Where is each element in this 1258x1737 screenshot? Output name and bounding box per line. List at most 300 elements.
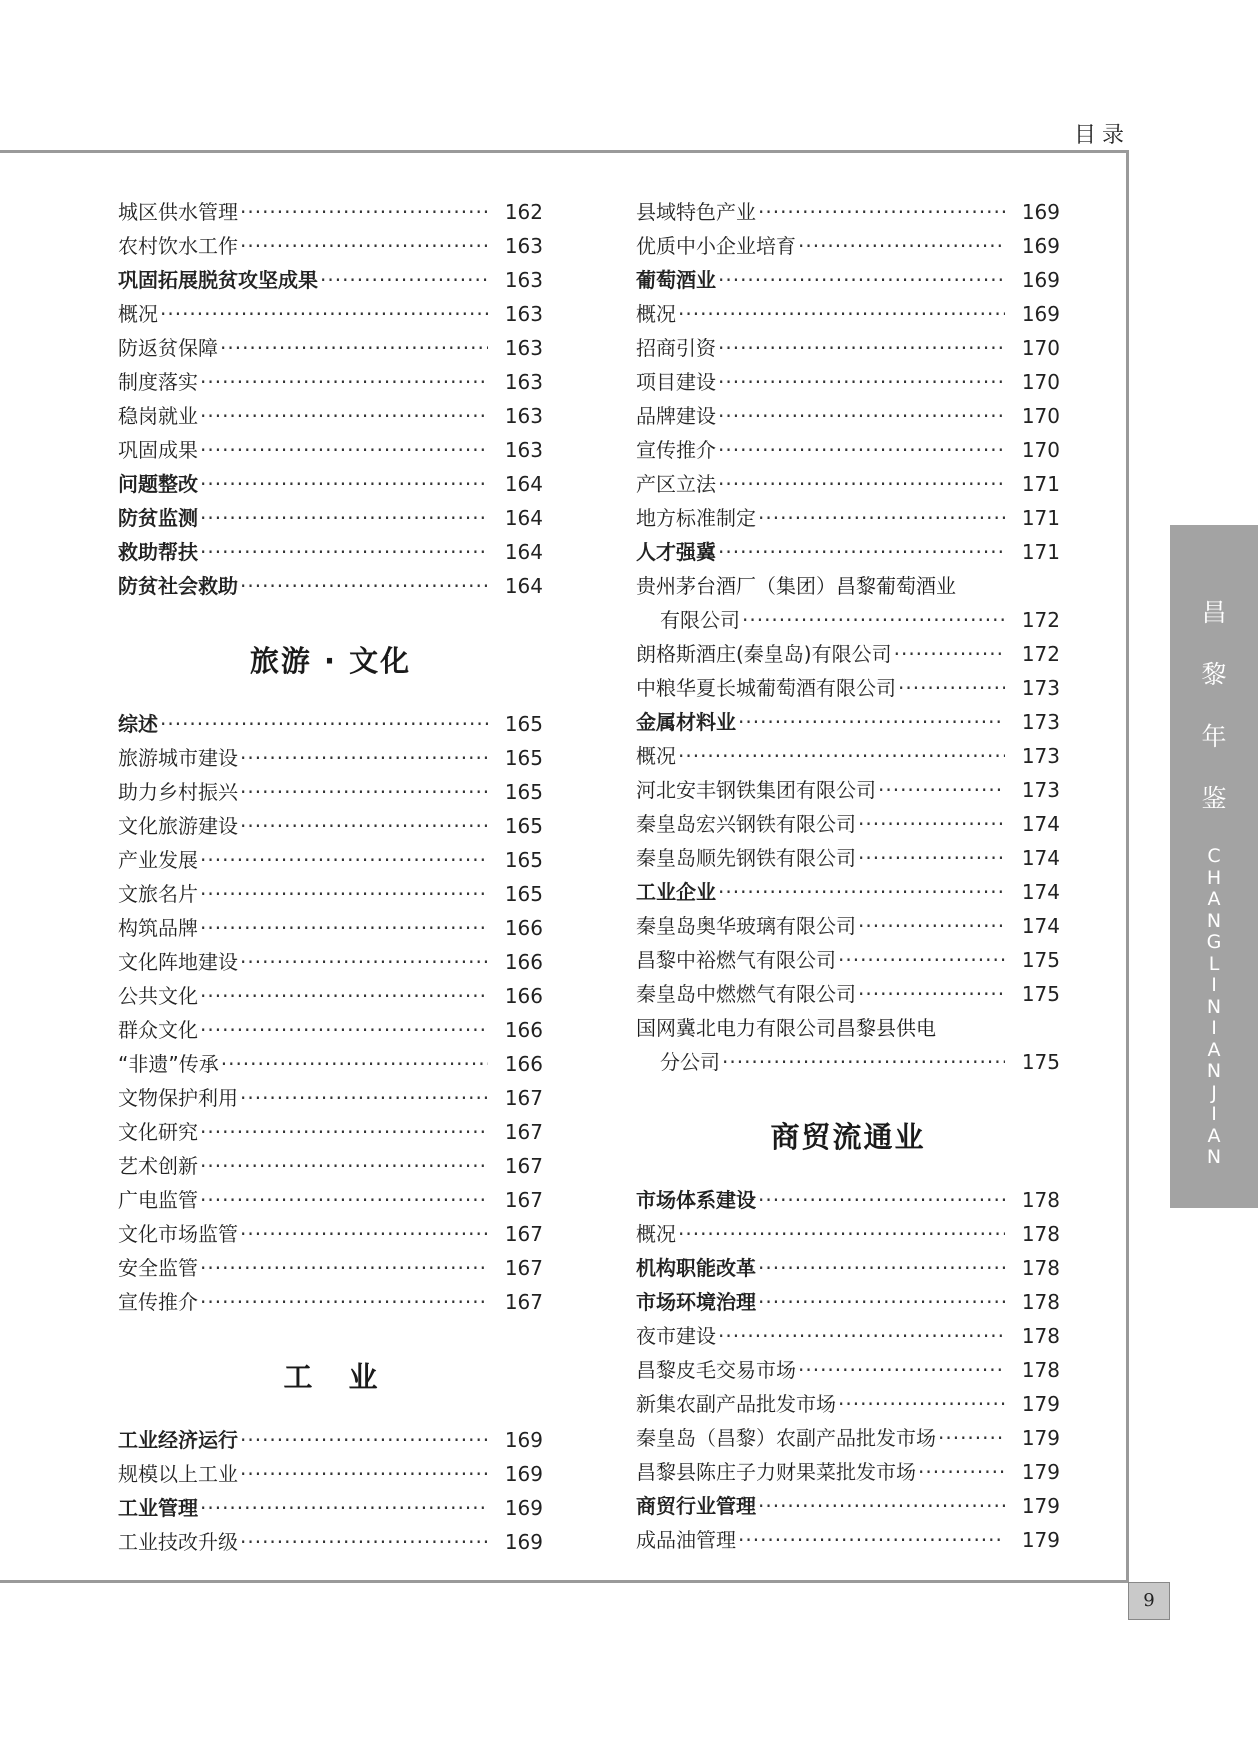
frame-top-line: [0, 150, 1128, 153]
toc-entry-leader: [636, 603, 1005, 637]
toc-entry-leader: [636, 1455, 1005, 1489]
side-tab-en-char: L: [1208, 952, 1220, 975]
section-title-industry: 工业: [283, 1360, 414, 1394]
toc-entry-leader: [636, 977, 1005, 1011]
toc-entry-title: 概况: [118, 302, 158, 326]
side-tab: [1170, 525, 1258, 1208]
toc-entry: [636, 739, 1060, 773]
toc-entry-leader: [636, 807, 1005, 841]
toc-entry-page: 169: [1008, 195, 1060, 229]
toc-entry-title-line1: 国网冀北电力有限公司昌黎县供电: [636, 1016, 936, 1040]
toc-entry: [636, 331, 1060, 365]
toc-entry-leader: [636, 331, 1005, 365]
toc-entry-page: 167: [491, 1217, 543, 1251]
toc-entry: [636, 297, 1060, 331]
toc-entry: [118, 1251, 543, 1285]
toc-entry-title: 有限公司: [660, 608, 740, 632]
side-tab-en-char: I: [1211, 1103, 1217, 1125]
toc-entry-title: 广电监管: [118, 1188, 198, 1212]
toc-entry-title: 规模以上工业: [118, 1462, 238, 1486]
toc-entry-title: 工业管理: [118, 1496, 198, 1520]
toc-entry: [636, 365, 1060, 399]
toc-entry-title: 防返贫保障: [118, 336, 218, 360]
toc-entry-leader: [636, 297, 1005, 331]
toc-entry-page: 166: [491, 979, 543, 1013]
toc-entry-page: 165: [491, 775, 543, 809]
page-header-title: 目录: [1073, 123, 1130, 148]
toc-entry-title: 秦皇岛奥华玻璃有限公司: [636, 914, 856, 938]
toc-entry-title: 项目建设: [636, 370, 716, 394]
toc-entry: [118, 1285, 543, 1319]
toc-entry-leader: [636, 1353, 1005, 1387]
toc-entry-leader: [636, 399, 1005, 433]
toc-entry-leader: [118, 945, 488, 979]
page-number: 9: [1128, 1582, 1170, 1620]
toc-entry-page: 163: [491, 399, 543, 433]
toc-entry: [118, 195, 543, 229]
toc-entry-leader: [118, 1423, 488, 1457]
toc-entry-page: 167: [491, 1149, 543, 1183]
toc-entry-leader: [118, 297, 488, 331]
side-tab-en-char: N: [1206, 1146, 1222, 1168]
toc-entry: [118, 229, 543, 263]
toc-entry-leader: [636, 875, 1005, 909]
toc-entry-leader: [636, 195, 1005, 229]
frame-right-line: [1126, 150, 1129, 1582]
toc-entry-title: 葡萄酒业: [636, 268, 716, 292]
section-title-tourism-culture: 旅游 · 文化: [249, 644, 412, 678]
toc-entry-leader: [636, 1251, 1005, 1285]
toc-entry-page: 174: [1008, 875, 1060, 909]
toc-entry-title: 夜市建设: [636, 1324, 716, 1348]
toc-entry-title: 秦皇岛中燃燃气有限公司: [636, 982, 856, 1006]
toc-entry-title: 文化旅游建设: [118, 814, 238, 838]
toc-entry-title: 昌黎中裕燃气有限公司: [636, 948, 836, 972]
toc-entry: [636, 1319, 1060, 1353]
toc-entry: [118, 263, 543, 297]
toc-entry-leader: [636, 943, 1005, 977]
toc-entry-title: 文化研究: [118, 1120, 198, 1144]
toc-entry-leader: [118, 809, 488, 843]
toc-entry: [636, 1421, 1060, 1455]
toc-entry: [636, 1387, 1060, 1421]
toc-entry-title: 工业技改升级: [118, 1530, 238, 1554]
toc-entry-leader: [636, 773, 1005, 807]
toc-entry-title: 稳岗就业: [118, 404, 198, 428]
toc-entry-leader: [118, 1013, 488, 1047]
toc-entry-leader: [118, 1183, 488, 1217]
toc-entry-leader: [118, 707, 488, 741]
toc-entry: [118, 569, 543, 603]
toc-entry-title: 城区供水管理: [118, 200, 238, 224]
toc-entry-leader: [118, 979, 488, 1013]
toc-entry-page: 171: [1008, 467, 1060, 501]
toc-entry-leader: [118, 1149, 488, 1183]
toc-entry: [118, 535, 543, 569]
toc-entry-leader: [118, 775, 488, 809]
toc-entry-title: 构筑品牌: [118, 916, 198, 940]
toc-entry: [118, 1217, 543, 1251]
toc-entry: [636, 263, 1060, 297]
toc-entry-title: 文旅名片: [118, 882, 198, 906]
toc-entry-leader: [118, 1457, 488, 1491]
toc-entry: [636, 1455, 1060, 1489]
toc-entry-leader: [118, 1047, 488, 1081]
toc-entry-leader: [118, 1217, 488, 1251]
toc-left-column: [118, 195, 543, 1559]
toc-entry-leader: [636, 1387, 1005, 1421]
toc-entry: [636, 1285, 1060, 1319]
toc-entry-leader: [636, 365, 1005, 399]
toc-entry-title: 中粮华夏长城葡萄酒有限公司: [636, 676, 896, 700]
toc-entry: [118, 1183, 543, 1217]
toc-entry-page: 164: [491, 501, 543, 535]
toc-entry-title: 朗格斯酒庄(秦皇岛)有限公司: [636, 642, 892, 666]
toc-entry: [118, 501, 543, 535]
toc-entry-title: 昌黎县陈庄子力财果菜批发市场: [636, 1460, 916, 1484]
toc-entry-leader: [118, 843, 488, 877]
toc-entry-page: 163: [491, 229, 543, 263]
toc-entry-page: 174: [1008, 807, 1060, 841]
toc-entry-title: 人才强冀: [636, 540, 716, 564]
toc-entry: [636, 433, 1060, 467]
toc-entry: [636, 1217, 1060, 1251]
toc-entry-leader: [118, 1251, 488, 1285]
toc-entry-page: 163: [491, 263, 543, 297]
toc-entry-page: 167: [491, 1285, 543, 1319]
side-tab-en-char: G: [1206, 931, 1222, 953]
toc-entry-page: 178: [1008, 1217, 1060, 1251]
toc-entry-page: 164: [491, 467, 543, 501]
toc-entry-leader: [636, 229, 1005, 263]
toc-entry: [636, 399, 1060, 433]
toc-entry-leader: [118, 331, 488, 365]
toc-entry: [636, 977, 1060, 1011]
toc-entry: [636, 467, 1060, 501]
toc-entry-title: 概况: [636, 744, 676, 768]
toc-entry-page: 175: [1008, 977, 1060, 1011]
toc-entry-title: 秦皇岛顺先钢铁有限公司: [636, 846, 856, 870]
toc-entry: [636, 195, 1060, 229]
toc-entry-leader: [118, 911, 488, 945]
toc-entry-page: 169: [491, 1457, 543, 1491]
toc-entry-title: 助力乡村振兴: [118, 780, 238, 804]
toc-entry: [118, 911, 543, 945]
toc-entry-title: 品牌建设: [636, 404, 716, 428]
side-tab-en-char: I: [1211, 1017, 1217, 1039]
toc-group: [118, 1423, 543, 1559]
toc-entry-page: 169: [491, 1491, 543, 1525]
toc-entry-title-line1: 贵州茅台酒厂（集团）昌黎葡萄酒业: [636, 574, 956, 598]
toc-entry-leader: [636, 1045, 1005, 1079]
toc-entry-page: 178: [1008, 1319, 1060, 1353]
toc-entry-page: 170: [1008, 433, 1060, 467]
toc-entry-leader: [118, 569, 488, 603]
side-tab-en-char: N: [1206, 1060, 1222, 1082]
toc-entry-leader: [636, 1421, 1005, 1455]
toc-entry: [118, 399, 543, 433]
side-tab-cn-char: 黎: [1201, 660, 1227, 689]
toc-entry: [118, 365, 543, 399]
side-tab-en-char: C: [1207, 845, 1221, 867]
side-tab-cn-char: 年: [1201, 722, 1227, 751]
side-tab-en-char: J: [1211, 1081, 1217, 1104]
toc-entry-title: “非遗”传承: [118, 1052, 219, 1076]
toc-entry: [636, 705, 1060, 739]
side-tab-cn-char: 鉴: [1201, 784, 1227, 813]
toc-entry: [118, 1115, 543, 1149]
toc-entry-leader: [636, 535, 1005, 569]
side-tab-en-char: A: [1207, 1124, 1221, 1147]
toc-entry: [636, 1183, 1060, 1217]
toc-entry-title: 宣传推介: [636, 438, 716, 462]
toc-entry-leader: [636, 1319, 1005, 1353]
toc-entry: [636, 637, 1060, 671]
toc-entry-title: 秦皇岛宏兴钢铁有限公司: [636, 812, 856, 836]
toc-entry-title: 制度落实: [118, 370, 198, 394]
toc-entry-page: 167: [491, 1251, 543, 1285]
toc-entry-leader: [118, 229, 488, 263]
toc-entry: [118, 1013, 543, 1047]
toc-entry-page: 162: [491, 195, 543, 229]
toc-group: [118, 707, 543, 1319]
toc-entry: [118, 877, 543, 911]
toc-entry-title: 优质中小企业培育: [636, 234, 796, 258]
toc-entry-page: 171: [1008, 535, 1060, 569]
toc-entry-page: 179: [1008, 1455, 1060, 1489]
toc-right-column: [636, 195, 1060, 1557]
toc-entry-title: 宣传推介: [118, 1290, 198, 1314]
toc-entry: [118, 331, 543, 365]
toc-entry-page: 166: [491, 1013, 543, 1047]
toc-entry-title: 巩固成果: [118, 438, 198, 462]
toc-entry: [636, 875, 1060, 909]
toc-entry-title: 分公司: [660, 1050, 720, 1074]
toc-entry-title: 成品油管理: [636, 1528, 736, 1552]
toc-entry-page: 163: [491, 365, 543, 399]
toc-entry-page: 166: [491, 945, 543, 979]
toc-entry-title: 旅游城市建设: [118, 746, 238, 770]
side-tab-en-char: A: [1207, 888, 1221, 910]
toc-entry-title: 概况: [636, 1222, 676, 1246]
toc-entry-page: 175: [1008, 1045, 1060, 1079]
toc-entry: [118, 1047, 543, 1081]
toc-entry-page: 178: [1008, 1251, 1060, 1285]
toc-entry: [118, 843, 543, 877]
toc-entry-leader: [118, 877, 488, 911]
toc-entry-page: 163: [491, 331, 543, 365]
toc-entry-title: 新集农副产品批发市场: [636, 1392, 836, 1416]
toc-entry-page: 175: [1008, 943, 1060, 977]
toc-entry-leader: [118, 1491, 488, 1525]
toc-entry: [636, 1251, 1060, 1285]
toc-entry-page: 174: [1008, 841, 1060, 875]
toc-entry: [118, 741, 543, 775]
toc-entry-title: 公共文化: [118, 984, 198, 1008]
frame-bottom-line: [0, 1580, 1129, 1583]
toc-entry-leader: [636, 671, 1005, 705]
toc-entry-page: 169: [491, 1525, 543, 1559]
toc-entry-title: 市场环境治理: [636, 1290, 756, 1314]
toc-entry-leader: [636, 263, 1005, 297]
toc-entry-page: 163: [491, 297, 543, 331]
toc-entry-leader: [118, 433, 488, 467]
toc-entry-title: 招商引资: [636, 336, 716, 360]
toc-entry-title: 文化市场监管: [118, 1222, 238, 1246]
toc-entry-leader: [118, 195, 488, 229]
toc-entry-leader: [118, 741, 488, 775]
toc-entry: [118, 1423, 543, 1457]
toc-entry-page: 167: [491, 1115, 543, 1149]
toc-entry-title: 安全监管: [118, 1256, 198, 1280]
toc-entry-page: 173: [1008, 773, 1060, 807]
toc-entry-page: 179: [1008, 1421, 1060, 1455]
toc-entry-title: 工业经济运行: [118, 1428, 238, 1452]
toc-entry-page: 179: [1008, 1523, 1060, 1557]
side-tab-en-char: I: [1211, 974, 1217, 996]
toc-entry: [118, 775, 543, 809]
toc-entry-leader: [636, 1523, 1005, 1557]
toc-entry: [118, 809, 543, 843]
toc-entry: [636, 909, 1060, 943]
toc-entry-title: 概况: [636, 302, 676, 326]
toc-entry-leader: [636, 1183, 1005, 1217]
toc-entry: [636, 671, 1060, 705]
toc-entry: [118, 1457, 543, 1491]
toc-entry-page: 163: [491, 433, 543, 467]
toc-entry-title: 工业企业: [636, 880, 716, 904]
toc-entry-page: 166: [491, 911, 543, 945]
toc-entry-title: 秦皇岛（昌黎）农副产品批发市场: [636, 1426, 936, 1450]
toc-entry-leader: [636, 1217, 1005, 1251]
toc-entry-title: 救助帮扶: [118, 540, 198, 564]
toc-entry-page: 169: [491, 1423, 543, 1457]
toc-entry: [636, 1489, 1060, 1523]
toc-entry: [636, 229, 1060, 263]
toc-entry-title: 综述: [118, 712, 158, 736]
toc-entry-title: 文物保护利用: [118, 1086, 238, 1110]
toc-entry-page: 173: [1008, 671, 1060, 705]
toc-entry-title: 问题整改: [118, 472, 198, 496]
side-tab-en-char: N: [1206, 909, 1222, 932]
toc-entry-title: 机构职能改革: [636, 1256, 756, 1280]
toc-entry: [636, 535, 1060, 569]
toc-entry-page: 170: [1008, 365, 1060, 399]
toc-entry-title: 商贸行业管理: [636, 1494, 756, 1518]
toc-entry: [636, 943, 1060, 977]
toc-entry: [118, 979, 543, 1013]
toc-entry: [118, 1149, 543, 1183]
side-tab-en-char: N: [1206, 995, 1222, 1018]
toc-entry-page: 164: [491, 535, 543, 569]
toc-entry: [636, 773, 1060, 807]
section-title-commerce: 商贸流通业: [770, 1120, 926, 1154]
toc-entry-page: 172: [1008, 603, 1060, 637]
toc-entry-title: 产业发展: [118, 848, 198, 872]
toc-entry-page: 165: [491, 809, 543, 843]
toc-entry-leader: [118, 467, 488, 501]
toc-entry-title: 农村饮水工作: [118, 234, 238, 258]
toc-entry: [118, 945, 543, 979]
toc-entry: [636, 1523, 1060, 1557]
toc-entry: [118, 467, 543, 501]
toc-entry-leader: [636, 433, 1005, 467]
toc-entry-title: 产区立法: [636, 472, 716, 496]
toc-entry-title: 文化阵地建设: [118, 950, 238, 974]
toc-entry-page: 165: [491, 707, 543, 741]
toc-entry: [118, 1081, 543, 1115]
toc-entry-title: 河北安丰钢铁集团有限公司: [636, 778, 876, 802]
toc-entry-page: 167: [491, 1183, 543, 1217]
toc-entry-leader: [118, 1285, 488, 1319]
toc-entry-leader: [118, 399, 488, 433]
toc-entry-leader: [118, 501, 488, 535]
toc-entry-leader: [636, 841, 1005, 875]
toc-entry-page: 169: [1008, 229, 1060, 263]
toc-entry: [636, 1045, 1060, 1079]
toc-entry: [118, 1525, 543, 1559]
toc-entry-title: 防贫社会救助: [118, 574, 238, 598]
toc-entry-leader: [636, 467, 1005, 501]
toc-entry-page: 174: [1008, 909, 1060, 943]
toc-entry: [118, 707, 543, 741]
toc-entry-page: 166: [491, 1047, 543, 1081]
toc-entry: [118, 433, 543, 467]
toc-entry-leader: [636, 501, 1005, 535]
side-tab-cn-char: 昌: [1201, 598, 1227, 627]
toc-entry-title: 巩固拓展脱贫攻坚成果: [118, 268, 318, 292]
toc-entry-page: 167: [491, 1081, 543, 1115]
toc-entry: [118, 1491, 543, 1525]
toc-entry-title: 市场体系建设: [636, 1188, 756, 1212]
toc-entry-page: 173: [1008, 705, 1060, 739]
toc-entry: [636, 603, 1060, 637]
toc-entry-page: 169: [1008, 263, 1060, 297]
toc-entry-title: 昌黎皮毛交易市场: [636, 1358, 796, 1382]
toc-entry-page: 165: [491, 741, 543, 775]
toc-entry-leader: [118, 1525, 488, 1559]
toc-entry-page: 178: [1008, 1285, 1060, 1319]
toc-entry-leader: [118, 365, 488, 399]
toc-entry-page: 170: [1008, 331, 1060, 365]
toc-entry-leader: [636, 909, 1005, 943]
toc-entry-page: 179: [1008, 1489, 1060, 1523]
toc-group: [636, 195, 1060, 569]
toc-entry-title: 艺术创新: [118, 1154, 198, 1178]
toc-entry-page: 169: [1008, 297, 1060, 331]
toc-entry-leader: [118, 1081, 488, 1115]
toc-entry-leader: [118, 1115, 488, 1149]
toc-entry-page: 172: [1008, 637, 1060, 671]
toc-entry: [118, 297, 543, 331]
toc-entry-title: 防贫监测: [118, 506, 198, 530]
toc-entry-title: 县域特色产业: [636, 200, 756, 224]
side-tab-en-char: H: [1206, 866, 1222, 889]
toc-entry-leader: [636, 705, 1005, 739]
toc-group: [636, 637, 1060, 1011]
toc-entry-title: 群众文化: [118, 1018, 198, 1042]
toc-entry-page: 170: [1008, 399, 1060, 433]
toc-entry-page: 171: [1008, 501, 1060, 535]
toc-entry: [636, 1353, 1060, 1387]
toc-entry-page: 165: [491, 843, 543, 877]
toc-entry-leader: [118, 263, 488, 297]
toc-entry-page: 164: [491, 569, 543, 603]
toc-group: [636, 1183, 1060, 1557]
toc-wrapped-entry: [636, 1011, 1060, 1079]
toc-group: [118, 195, 543, 603]
toc-entry-page: 178: [1008, 1183, 1060, 1217]
